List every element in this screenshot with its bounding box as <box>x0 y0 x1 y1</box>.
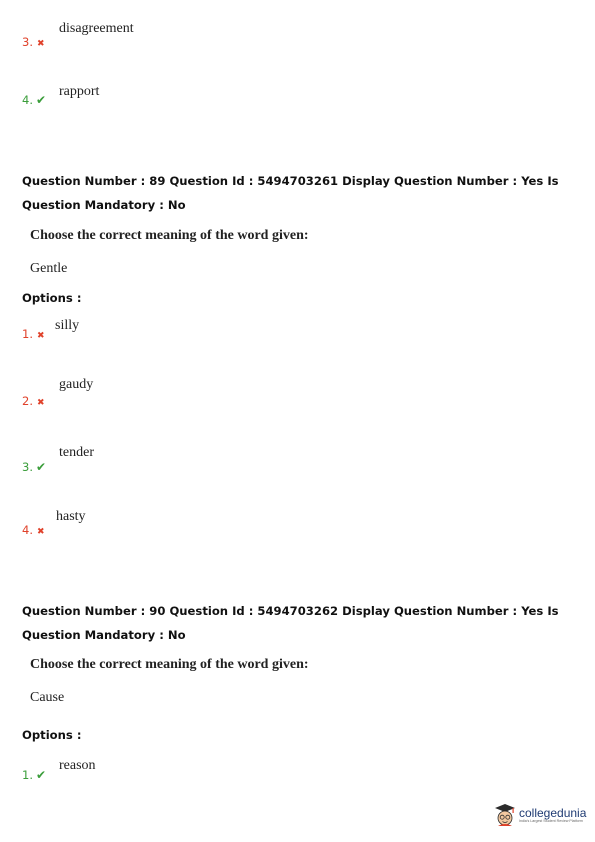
option-text: gaudy <box>59 377 94 392</box>
options-label: Options : <box>22 291 82 305</box>
option-text: rapport <box>59 84 100 99</box>
option-number: 3. ✖ <box>22 35 45 49</box>
option-text: hasty <box>56 509 86 524</box>
question-word: Gentle <box>30 261 68 276</box>
check-mark-icon: ✔ <box>35 460 47 474</box>
option-text: silly <box>55 318 80 333</box>
graduate-mascot-icon <box>494 803 516 827</box>
question-header: Question Number : 90 Question Id : 5494703262 Display Question Number : Yes Is Question Mandatory : No <box>22 604 559 642</box>
option-number: 4. ✖ <box>22 523 45 537</box>
logo-name: collegedunia <box>519 805 587 820</box>
cross-mark-icon: ✖ <box>36 331 45 341</box>
option-text: reason <box>59 758 96 773</box>
cross-mark-icon: ✖ <box>36 398 45 408</box>
collegedunia-logo <box>494 803 586 827</box>
check-mark-icon: ✔ <box>35 93 47 107</box>
option-number: 4. ✔ <box>22 93 47 107</box>
option-number: 2. ✖ <box>22 394 45 408</box>
question-stem: Choose the correct meaning of the word given: <box>30 657 309 672</box>
question-header: Question Number : 89 Question Id : 5494703261 Display Question Number : Yes Is Question Mandatory : No <box>22 174 559 212</box>
option-number: 1. ✖ <box>22 327 45 341</box>
option-text: disagreement <box>59 21 134 36</box>
check-mark-icon: ✔ <box>35 768 47 782</box>
options-label: Options : <box>22 728 82 742</box>
cross-mark-icon: ✖ <box>36 39 45 49</box>
logo-tagline: India's Largest Student Review Platform <box>519 818 583 823</box>
option-number: 3. ✔ <box>22 460 47 474</box>
question-stem: Choose the correct meaning of the word given: <box>30 228 309 243</box>
cross-mark-icon: ✖ <box>36 527 45 537</box>
question-word: Cause <box>30 690 65 705</box>
option-number: 1. ✔ <box>22 768 47 782</box>
option-text: tender <box>59 445 94 460</box>
